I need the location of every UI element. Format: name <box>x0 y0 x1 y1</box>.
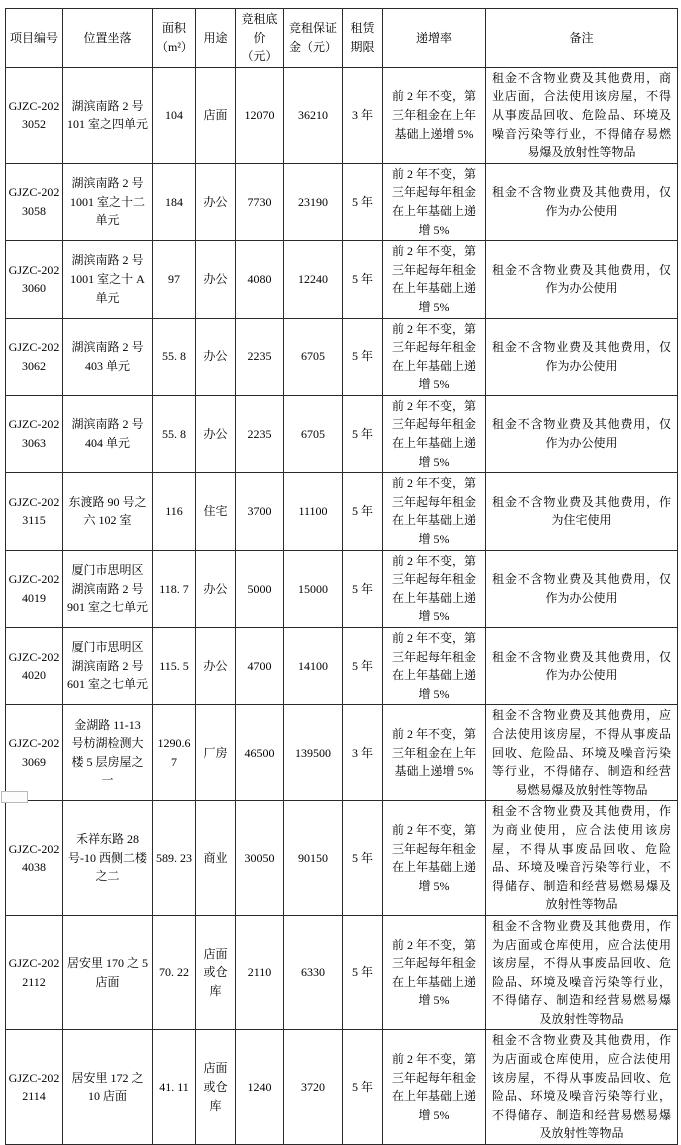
cell-usage: 店面 <box>196 67 236 163</box>
cell-increment: 前 2 年不变，第三年起每年租金在上年基础上递增 5% <box>383 241 486 318</box>
cell-increment: 前 2 年不变，第三年起每年租金在上年基础上递增 5% <box>383 550 486 627</box>
column-header-lease-term: 租赁期限 <box>343 9 383 68</box>
cell-remark: 租金不含物业费及其他费用，仅作为办公使用 <box>486 241 678 318</box>
cell-usage: 办公 <box>196 318 236 395</box>
column-header-usage: 用途 <box>196 9 236 68</box>
cell-term: 5 年 <box>343 915 383 1030</box>
cell-term: 5 年 <box>343 628 383 705</box>
table-row <box>6 241 678 318</box>
cell-deposit: 3720 <box>284 1030 343 1145</box>
cell-deposit: 23190 <box>284 163 343 240</box>
cell-increment: 前 2 年不变，第三年起每年租金在上年基础上递增 5% <box>383 1030 486 1145</box>
cell-area: 116 <box>153 473 196 550</box>
cell-id: GJZC-2023052 <box>6 67 63 163</box>
cell-increment: 前 2 年不变，第三年起每年租金在上年基础上递增 5% <box>383 395 486 472</box>
cell-deposit: 15000 <box>284 550 343 627</box>
cell-deposit: 36210 <box>284 67 343 163</box>
cell-area: 70. 22 <box>153 915 196 1030</box>
cell-location: 湖滨南路 2 号 101 室之四单元 <box>63 67 153 163</box>
cell-location: 湖滨南路 2 号 1001 室之十 A 单元 <box>63 241 153 318</box>
table-row <box>6 163 678 240</box>
cell-remark: 租金不含物业费及其他费用，作为商业使用，应合法使用该房屋，不得从事废品回收、危险品、环境及噪音污染等行业，不得储存、制造和经营易燃易爆及放射性等物品 <box>486 801 678 916</box>
cell-location: 居安里 170 之 5 店面 <box>63 915 153 1030</box>
cell-price: 46500 <box>236 705 284 801</box>
cell-location: 禾祥东路 28 号-10 西侧二楼之二 <box>63 801 153 916</box>
cell-remark: 租金不含物业费及其他费用，作为店面或仓库使用，应合法使用该房屋，不得从事废品回收、危险品、环境及噪音污染等行业，不得储存、制造和经营易燃易爆及放射性等物品 <box>486 1030 678 1145</box>
cell-deposit: 6705 <box>284 318 343 395</box>
cell-price: 3700 <box>236 473 284 550</box>
cell-price: 1240 <box>236 1030 284 1145</box>
cell-id: GJZC-2023058 <box>6 163 63 240</box>
cell-deposit: 139500 <box>284 705 343 801</box>
cell-price: 30050 <box>236 801 284 916</box>
cell-term: 5 年 <box>343 550 383 627</box>
table-body <box>6 67 678 1144</box>
cell-deposit: 14100 <box>284 628 343 705</box>
table-row <box>6 318 678 395</box>
table-row <box>6 915 678 1030</box>
cell-term: 5 年 <box>343 473 383 550</box>
cell-increment: 前 2 年不变，第三年起每年租金在上年基础上递增 5% <box>383 801 486 916</box>
cell-id: GJZC-2024038 <box>6 801 63 916</box>
cell-increment: 前 2 年不变，第三年起每年租金在上年基础上递增 5% <box>383 163 486 240</box>
cell-id: GJZC-2023069 <box>6 705 63 801</box>
cell-usage: 办公 <box>196 241 236 318</box>
cell-location: 湖滨南路 2 号 1001 室之十二单元 <box>63 163 153 240</box>
cell-term: 5 年 <box>343 801 383 916</box>
cell-usage: 住宅 <box>196 473 236 550</box>
cell-id: GJZC-2023063 <box>6 395 63 472</box>
cell-area: 104 <box>153 67 196 163</box>
cell-area: 97 <box>153 241 196 318</box>
page-edge-artifact <box>1 791 28 803</box>
column-header-remarks: 备注 <box>486 9 678 68</box>
cell-id: GJZC-2023115 <box>6 473 63 550</box>
cell-area: 118. 7 <box>153 550 196 627</box>
column-header-base-price: 竞租底价（元） <box>236 9 284 68</box>
cell-id: GJZC-2023060 <box>6 241 63 318</box>
cell-location: 厦门市思明区湖滨南路 2 号 601 室之七单元 <box>63 628 153 705</box>
cell-id: GJZC-2022112 <box>6 915 63 1030</box>
column-header-location: 位置坐落 <box>63 9 153 68</box>
cell-id: GJZC-2024019 <box>6 550 63 627</box>
cell-price: 4700 <box>236 628 284 705</box>
cell-deposit: 12240 <box>284 241 343 318</box>
cell-area: 589. 23 <box>153 801 196 916</box>
table-row <box>6 550 678 627</box>
cell-usage: 店面或仓库 <box>196 1030 236 1145</box>
cell-remark: 租金不含物业费及其他费用，作为店面或仓库使用，应合法使用该房屋，不得从事废品回收、危险品、环境及噪音污染等行业，不得储存、制造和经营易燃易爆及放射性等物品 <box>486 915 678 1030</box>
cell-term: 5 年 <box>343 1030 383 1145</box>
cell-usage: 厂房 <box>196 705 236 801</box>
cell-price: 7730 <box>236 163 284 240</box>
cell-area: 55. 8 <box>153 395 196 472</box>
cell-remark: 租金不含物业费及其他费用，仅作为办公使用 <box>486 395 678 472</box>
cell-area: 1290.67 <box>153 705 196 801</box>
cell-term: 3 年 <box>343 67 383 163</box>
cell-term: 5 年 <box>343 395 383 472</box>
cell-increment: 前 2 年不变，第三年起每年租金在上年基础上递增 5% <box>383 915 486 1030</box>
cell-usage: 商业 <box>196 801 236 916</box>
table-row <box>6 395 678 472</box>
cell-term: 3 年 <box>343 705 383 801</box>
cell-increment: 前 2 年不变，第三年起每年租金在上年基础上递增 5% <box>383 473 486 550</box>
table-row <box>6 67 678 163</box>
cell-area: 184 <box>153 163 196 240</box>
cell-price: 4080 <box>236 241 284 318</box>
cell-id: GJZC-2022114 <box>6 1030 63 1145</box>
table-row <box>6 628 678 705</box>
cell-usage: 办公 <box>196 395 236 472</box>
table-row <box>6 705 678 801</box>
cell-deposit: 90150 <box>284 801 343 916</box>
cell-location: 东渡路 90 号之六 102 室 <box>63 473 153 550</box>
cell-deposit: 6330 <box>284 915 343 1030</box>
cell-deposit: 6705 <box>284 395 343 472</box>
cell-remark: 租金不含物业费及其他费用，商业店面，合法使用该房屋，不得从事废品回收、危险品、环境及噪音污染等行业，不得储存易燃易爆及放射性等物品 <box>486 67 678 163</box>
cell-area: 115. 5 <box>153 628 196 705</box>
cell-price: 2110 <box>236 915 284 1030</box>
column-header-project-id: 项目编号 <box>6 9 63 68</box>
cell-id: GJZC-2023062 <box>6 318 63 395</box>
cell-remark: 租金不含物业费及其他费用，仅作为办公使用 <box>486 550 678 627</box>
cell-location: 湖滨南路 2 号 404 单元 <box>63 395 153 472</box>
cell-price: 2235 <box>236 318 284 395</box>
cell-usage: 办公 <box>196 628 236 705</box>
cell-location: 居安里 172 之 10 店面 <box>63 1030 153 1145</box>
cell-deposit: 11100 <box>284 473 343 550</box>
cell-location: 厦门市思明区湖滨南路 2 号 901 室之七单元 <box>63 550 153 627</box>
header-row <box>6 9 678 68</box>
column-header-deposit: 竞租保证金（元） <box>284 9 343 68</box>
cell-usage: 办公 <box>196 550 236 627</box>
cell-remark: 租金不含物业费及其他费用，仅作为办公使用 <box>486 628 678 705</box>
cell-remark: 租金不含物业费及其他费用，仅作为办公使用 <box>486 318 678 395</box>
cell-term: 5 年 <box>343 163 383 240</box>
cell-area: 41. 11 <box>153 1030 196 1145</box>
cell-price: 5000 <box>236 550 284 627</box>
cell-area: 55. 8 <box>153 318 196 395</box>
cell-usage: 店面或仓库 <box>196 915 236 1030</box>
cell-id: GJZC-2024020 <box>6 628 63 705</box>
cell-remark: 租金不含物业费及其他费用，作为住宅使用 <box>486 473 678 550</box>
cell-increment: 前 2 年不变，第三年起每年租金在上年基础上递增 5% <box>383 628 486 705</box>
cell-term: 5 年 <box>343 241 383 318</box>
cell-price: 2235 <box>236 395 284 472</box>
cell-term: 5 年 <box>343 318 383 395</box>
cell-usage: 办公 <box>196 163 236 240</box>
column-header-increment-rate: 递增率 <box>383 9 486 68</box>
table-row <box>6 801 678 916</box>
lease-auction-table <box>5 8 678 1145</box>
cell-price: 12070 <box>236 67 284 163</box>
column-header-area: 面积（m²） <box>153 9 196 68</box>
cell-remark: 租金不含物业费及其他费用，仅作为办公使用 <box>486 163 678 240</box>
cell-location: 金湖路 11-13 号枋湖检测大楼 5 层房屋之一 <box>63 705 153 801</box>
cell-increment: 前 2 年不变，第三年起每年租金在上年基础上递增 5% <box>383 318 486 395</box>
table-row <box>6 473 678 550</box>
table-row <box>6 1030 678 1145</box>
cell-increment: 前 2 年不变，第三年租金在上年基础上递增 5% <box>383 67 486 163</box>
cell-remark: 租金不含物业费及其他费用，应合法使用该房屋，不得从事废品回收、危险品、环境及噪音污染等行业，不得储存、制造和经营易燃易爆及放射性等物品 <box>486 705 678 801</box>
cell-increment: 前 2 年不变，第三年租金在上年基础上递增 5% <box>383 705 486 801</box>
cell-location: 湖滨南路 2 号 403 单元 <box>63 318 153 395</box>
